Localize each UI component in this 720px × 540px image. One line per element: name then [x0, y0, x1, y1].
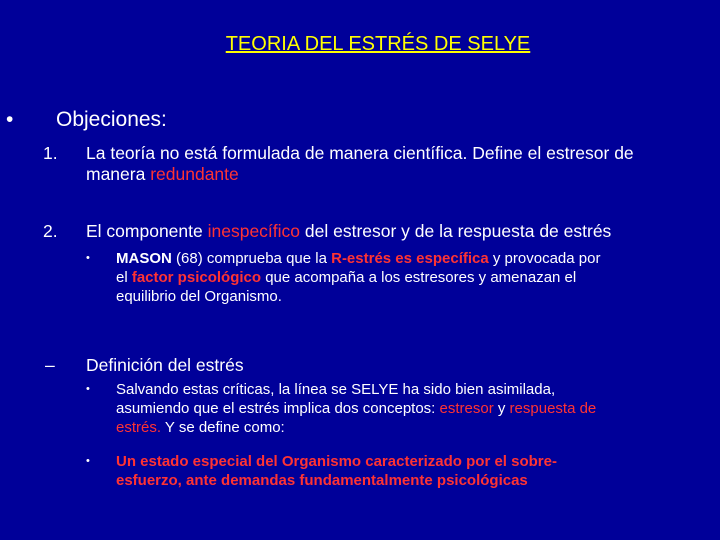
item3-sub1-estres: estrés. [116, 419, 162, 436]
item3-sub1-line3 [116, 418, 596, 437]
item3-text: Definición del estrés [86, 355, 244, 375]
item1-number: 1. [43, 143, 58, 163]
slide-title: TEORIA DEL ESTRÉS DE SELYE [225, 33, 531, 55]
item3-sub1-bullet-icon: • [86, 383, 90, 395]
item2-sub-line2-start: el [116, 269, 132, 286]
item2-sub-line1-end: y provocada por [488, 250, 601, 267]
item1-line2-prefix: manera [86, 164, 151, 184]
item2-sub-line3: equilibrio del Organismo. [116, 288, 282, 305]
item3-sub1-text [116, 380, 596, 437]
item3-dash: – [45, 355, 55, 375]
item2-sub-bullet-icon: • [86, 252, 90, 264]
item2-prefix: El componente [86, 221, 208, 241]
item2-sub-line2 [116, 268, 600, 287]
heading-objeciones: Objeciones: [56, 108, 167, 131]
item3-sub1-line2 [116, 399, 596, 418]
item2-sub-text [116, 249, 600, 306]
item2-sub-line2-highlight: factor psicológico [131, 269, 262, 286]
item1-text [86, 143, 716, 185]
item1-line2 [86, 164, 716, 185]
item3-sub1-estresor: estresor [439, 400, 494, 417]
item3-sub2-line1: Un estado especial del Organismo caracterizado por el sobre- [116, 453, 557, 470]
item1-highlight-redundante: redundante [150, 164, 239, 184]
item3-sub2-bullet-icon: • [86, 455, 90, 467]
item2-sub-year: (68) [171, 250, 203, 267]
item2-suffix: del estresor y de la respuesta de estrés [300, 221, 612, 241]
item2-sub-author: MASON [116, 250, 172, 267]
item3-sub1-line1: Salvando estas críticas, la línea se SELYE ha sido bien asimilada, [116, 381, 556, 398]
item3-sub1-line3-end: Y se define como: [161, 419, 285, 436]
item3-sub1-line2-mid: y [493, 400, 510, 417]
title-wrap [0, 33, 720, 56]
item2-text [86, 221, 611, 242]
item2-sub-line2-end: que acompaña a los estresores y amenazan el [261, 269, 577, 286]
item2-highlight: inespecífico [207, 221, 301, 241]
item2-sub-line1-highlight: R-estrés es específica [331, 250, 489, 267]
item3-sub2-line2: esfuerzo, ante demandas fundamentalmente psicológicas [116, 472, 528, 489]
item1-line1: La teoría no está formulada de manera científica. Define el estresor de [86, 143, 634, 163]
item2-sub-line1 [116, 249, 600, 268]
bullet-icon: • [6, 108, 14, 131]
item2-number: 2. [43, 221, 58, 241]
item3-sub1-line2-start: asumiendo que el estrés implica dos conceptos: [116, 400, 440, 417]
item2-sub-line1-mid: comprueba que la [202, 250, 332, 267]
item3-sub1-respuesta: respuesta de [509, 400, 597, 417]
item3-sub2-text [116, 452, 557, 490]
